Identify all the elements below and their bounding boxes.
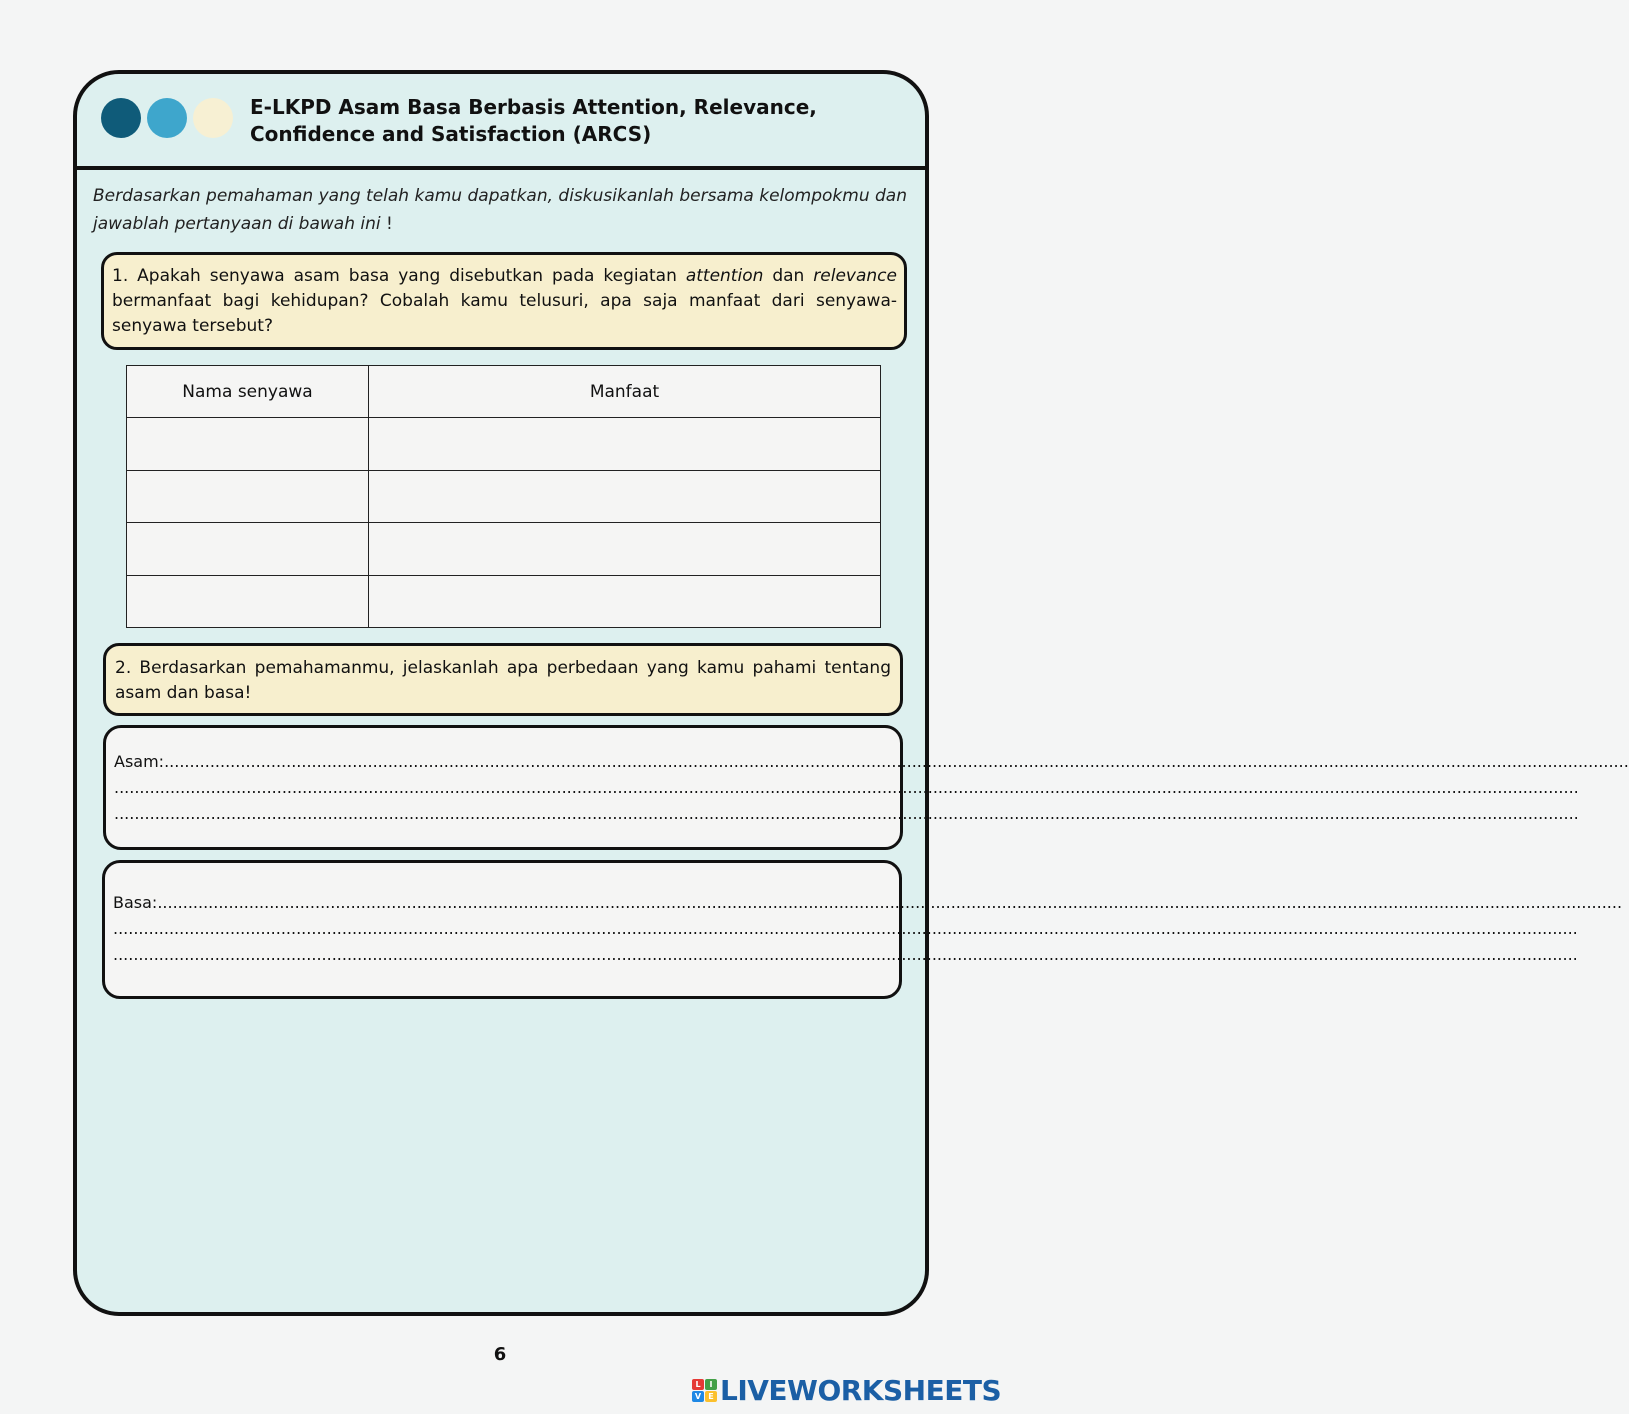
nama-senyawa-cell[interactable] — [127, 418, 369, 470]
asam-label: Asam: — [114, 752, 165, 771]
nama-senyawa-cell[interactable] — [127, 523, 369, 575]
question-2-text: 2. Berdasarkan pemahamanmu, jelaskanlah apa perbedaan yang kamu pahami tentang asam dan basa! — [115, 658, 891, 703]
logo-letter-l: L — [692, 1379, 704, 1390]
term-relevance: relevance — [813, 266, 897, 286]
table-row — [127, 523, 881, 575]
table-row — [127, 418, 881, 470]
column-header-manfaat: Manfaat — [369, 366, 881, 418]
question-1-text: dan — [763, 266, 814, 286]
logo-letter-e: E — [705, 1391, 717, 1402]
table-row — [127, 575, 881, 627]
title-line-2: Confidence and Satisfaction (ARCS) — [250, 122, 652, 146]
column-header-nama-senyawa: Nama senyawa — [127, 366, 369, 418]
term-attention: attention — [685, 266, 764, 286]
nama-senyawa-cell[interactable] — [127, 470, 369, 522]
dotted-line: ................................................................................................................................................................................................................................................................................................ — [114, 778, 1579, 797]
basa-label: Basa: — [113, 893, 158, 912]
worksheet-header — [77, 74, 925, 170]
worksheet-frame — [73, 70, 1629, 1316]
question-1-text: bermanfaat bagi kehidupan? Cobalah kamu telusuri, apa saja manfaat dari senyawa-senyawa tersebut? — [112, 291, 897, 336]
manfaat-cell[interactable] — [369, 575, 881, 627]
cream-dot-icon — [193, 98, 233, 138]
logo-letter-v: V — [692, 1391, 704, 1402]
light-blue-dot-icon — [147, 98, 187, 138]
dotted-line: ................................................................................................................................................................................................................................................................................................ — [113, 945, 1578, 964]
manfaat-cell[interactable] — [369, 523, 881, 575]
manfaat-cell[interactable] — [369, 470, 881, 522]
table-header-row — [127, 366, 881, 418]
question-1-box — [101, 252, 907, 350]
instruction-body: Berdasarkan pemahaman yang telah kamu dapatkan, diskusikanlah bersama kelompokmu dan jawablah pertanyaan di bawah ini — [93, 186, 907, 234]
answer-table — [126, 365, 881, 628]
dark-blue-dot-icon — [101, 98, 141, 138]
logo-text: LIVEWORKSHEETS — [720, 1373, 1002, 1407]
worksheet-title — [250, 94, 890, 148]
title-line-1: E-LKPD Asam Basa Berbasis Attention, Relevance, — [250, 95, 817, 119]
basa-answer-box[interactable] — [102, 860, 1623, 999]
logo-grid-icon — [692, 1379, 717, 1402]
question-2-box — [103, 643, 903, 716]
asam-line-1 — [114, 749, 1629, 775]
table-row — [127, 470, 881, 522]
asam-answer-box[interactable] — [103, 725, 1629, 850]
nama-senyawa-cell[interactable] — [127, 575, 369, 627]
manfaat-cell[interactable] — [369, 418, 881, 470]
dotted-line: ................................................................................................................................................................................................................................................................................................ — [157, 893, 1623, 912]
basa-line-1 — [113, 890, 1623, 916]
question-1-text: 1. Apakah senyawa asam basa yang disebutkan pada kegiatan — [112, 266, 686, 286]
dotted-line: ................................................................................................................................................................................................................................................................................................ — [164, 752, 1629, 771]
page-number: 6 — [493, 1344, 507, 1365]
instruction-end: ! — [380, 214, 393, 234]
liveworksheets-logo — [692, 1374, 1001, 1406]
dotted-line: ................................................................................................................................................................................................................................................................................................ — [114, 804, 1579, 823]
dotted-line: ................................................................................................................................................................................................................................................................................................ — [113, 919, 1578, 938]
instruction-text — [93, 182, 913, 238]
logo-letter-i: I — [705, 1379, 717, 1390]
